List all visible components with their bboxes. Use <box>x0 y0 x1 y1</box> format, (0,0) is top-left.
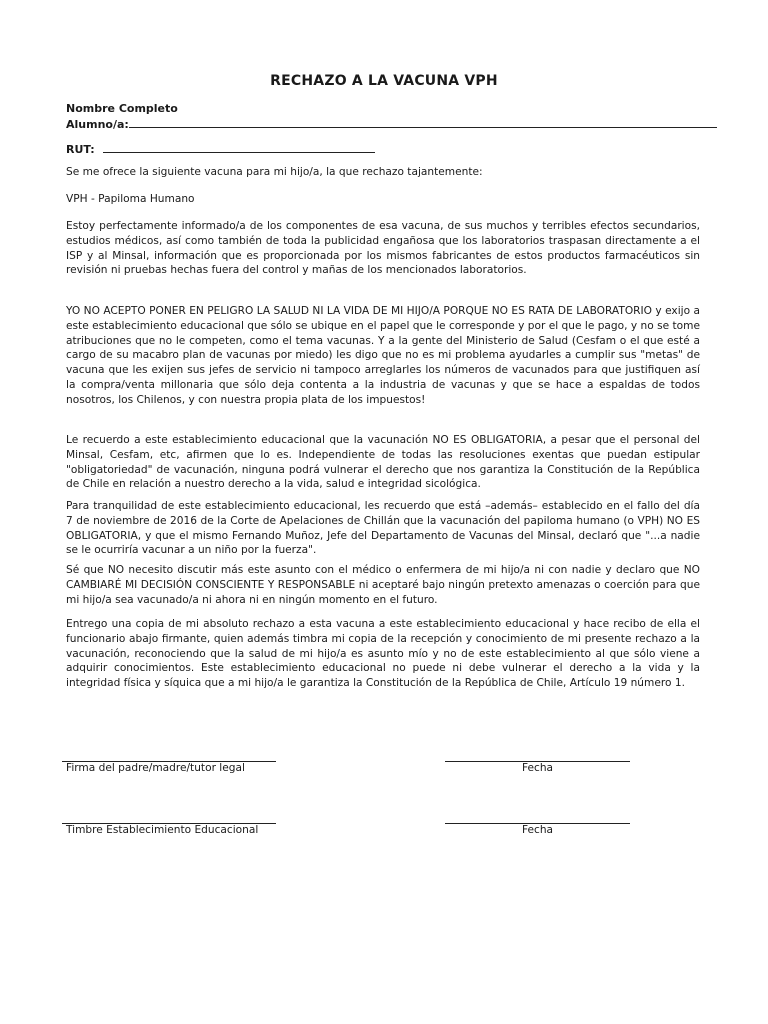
document-title: RECHAZO A LA VACUNA VPH <box>270 73 498 89</box>
name-field[interactable] <box>66 116 717 132</box>
name-label: Alumno/a: <box>66 118 129 131</box>
paragraph-not-mandatory: Le recuerdo a este establecimiento educacional que la vacunación NO ES OBLIGATORIA, a pesar que el personal del Minsal, Cesfam, etc, afirmen que lo es. Independiente de todas las resoluciones exentas que puedan estipular "obligatoriedad" de vacunación, ninguna podrá vulnerar el derecho que nos garantiza la Constitución de la República de Chile en relación a nuestro derecho a la vida, salud e integridad sicológica. <box>66 434 700 491</box>
stamp-label: Timbre Establecimiento Educacional <box>66 824 259 836</box>
rut-field[interactable] <box>66 141 375 157</box>
date-label-1: Fecha <box>521 762 554 774</box>
rut-input-line[interactable] <box>103 141 375 153</box>
paragraph-not-accept: YO NO ACEPTO PONER EN PELIGRO LA SALUD NI LA VIDA DE MI HIJO/A PORQUE NO ES RATA DE LABORATORIO y exijo a este establecimiento educacional que sólo se ubique en el papel que le corresponde y por el que le pago, y no se tome atribuciones que no le competen, como el tema vacunas. Y a la gente del Ministerio de Salud (Cesfam o el que esté a cargo de su macabro plan de vacunas por miedo) les digo que no es mi problema ayudarles a cumplir sus "metas" de vacuna que les exijen sus jefes de servicio ni tampoco arreglarles los números de vacunados para que justifiquen así la compra/venta millonaria que sólo deja contenta a la industria de vacunas y que se hace a espaldas de todos nosotros, los Chilenos, y con nuestra propia plata de los impuestos! <box>66 305 700 406</box>
name-input-line[interactable] <box>129 116 717 128</box>
rut-label: RUT: <box>66 143 95 156</box>
paragraph-court-ruling: Para tranquilidad de este establecimiento educacional, les recuerdo que está –además– establecido en el fallo del día 7 de noviembre de 2016 de la Corte de Apelaciones de Chillán que la vacunación del papiloma humano (o VPH) NO ES OBLIGATORIA, y que el mismo Fernando Muñoz, Jefe del Departamento de Vacunas del Minsal, declaró que "...a nadie se le ocurriría vacunar a un niño por la fuerza". <box>66 500 700 557</box>
paragraph-copy-delivery: Entrego una copia de mi absoluto rechazo a esta vacuna a este establecimiento educacional y hace recibo de ella el funcionario abajo firmante, quien además timbra mi copia de la recepción y conocimiento de mi presente rechazo a la vacunación, reconociendo que la salud de mi hijo/a es asunto mío y no de este establecimiento al que sólo viene a adquirir conocimientos. Este establecimiento educacional no puede ni debe vulnerar el derecho a la vida y la integridad física y síquica que a mi hijo/a le garantiza la Constitución de la República de Chile, Artículo 19 número 1. <box>66 618 700 690</box>
name-label-line-1: Nombre Completo <box>66 102 178 115</box>
parent-signature-label: Firma del padre/madre/tutor legal <box>66 762 245 774</box>
paragraph-informed: Estoy perfectamente informado/a de los componentes de esa vacuna, de sus muchos y terribles efectos secundarios, estudios médicos, así como también de toda la publicidad engañosa que los laboratorios traspasan directamente a el ISP y al Minsal, información que es proporcionada por los mismos fabricantes de estos productos farmacéuticos sin revisión ni pruebas hechas fuera del control y mañas de los mencionados laboratorios. <box>66 220 700 277</box>
paragraph-decision: Sé que NO necesito discutir más este asunto con el médico o enfermera de mi hijo/a ni con nadie y declaro que NO CAMBIARÉ MI DECISIÓN CONSCIENTE Y RESPONSABLE ni aceptaré bajo ningún pretexto amenazas o coerción para que mi hijo/a sea vacunado/a ni ahora ni en ningún momento en el futuro. <box>66 564 700 606</box>
date-label-2: Fecha <box>521 824 554 836</box>
paragraph-vaccine-name: VPH - Papiloma Humano <box>66 193 195 205</box>
paragraph-intro: Se me ofrece la siguiente vacuna para mi hijo/a, la que rechazo tajantemente: <box>66 166 483 178</box>
